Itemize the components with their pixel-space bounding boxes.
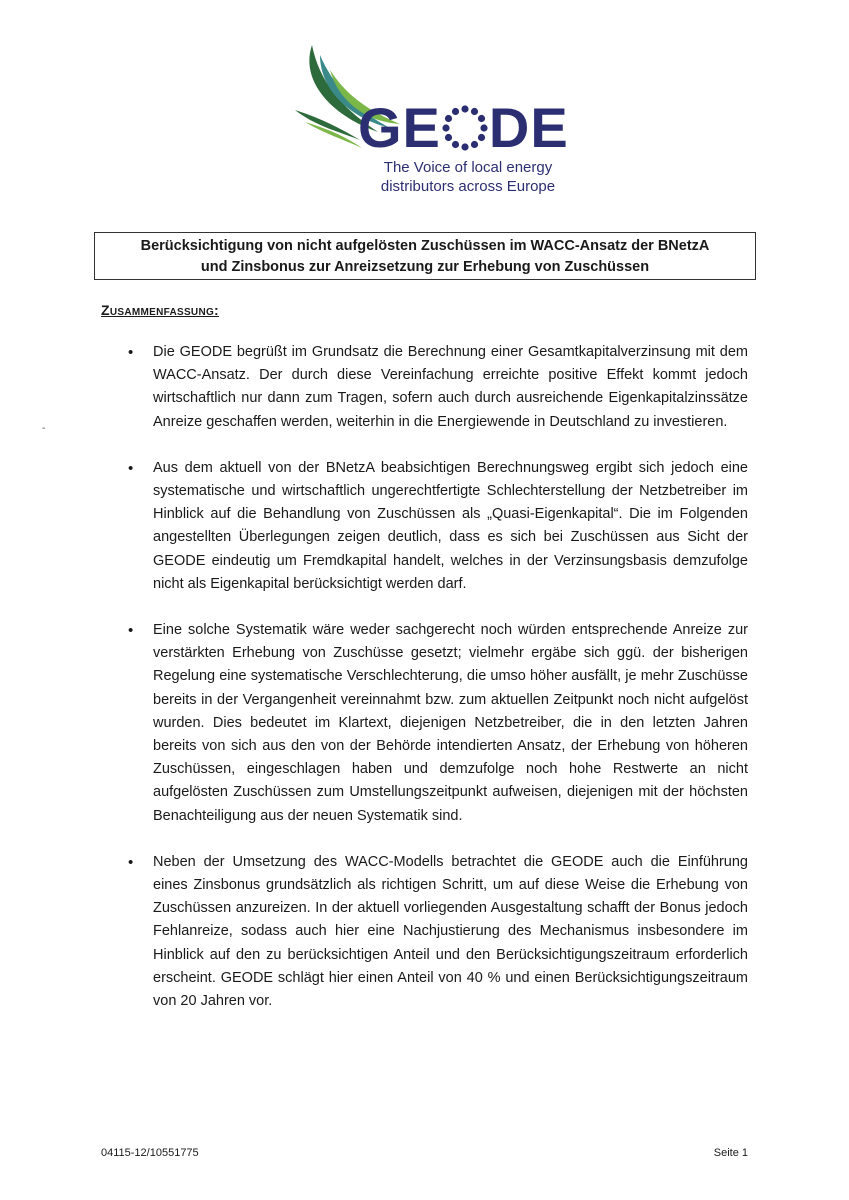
list-item-text: Aus dem aktuell von der BNetzA beabsichtigen Berechnungsweg ergibt sich jedoch eine systematische und wirtschaftlich ungerechtfertigte Schlechterstellung der Netzbetreiber im Hinblick auf die Behandlung von Zuschüssen als „Quasi-Eigenkapital“. Die im Folgenden angestellten Überlegungen zeigen deutlich, dass es sich bei Zuschüssen aus Sicht der GEODE eindeutig um Fremdkapital handelt, welches in der Verzinsungsbasis demzufolge nicht als Eigenkapital berücksichtigt werden darf. bbox=[153, 459, 748, 592]
title-line-2: und Zinsbonus zur Anreizsetzung zur Erhebung von Zuschüssen bbox=[200, 259, 650, 275]
list-item bbox=[128, 851, 748, 1013]
section-heading: Zusammenfassung: bbox=[101, 302, 220, 318]
list-item bbox=[128, 457, 748, 596]
list-item bbox=[128, 619, 748, 828]
list-item-text: Neben der Umsetzung des WACC-Modells betrachtet die GEODE auch die Einführung eines Zinsbonus grundsätzlich als richtigen Schritt, um auf diese Weise die Erhebung von Zuschüssen anzureizen. In der aktuell vorliegenden Ausgestaltung schafft der Bonus jedoch Fehlanreize, sodass auch hier eine Nachjustierung des Mechanismus insbesondere im Hinblick auf den zu berücksichtigen Anteil und den Berücksichtigungszeitraum erforderlich erscheint. GEODE schlägt hier einen Anteil von 40 % und einen Berücksichtigungszeitraum von 20 Jahren vor. bbox=[153, 853, 748, 1010]
document-title bbox=[94, 232, 756, 280]
list-item-text: Eine solche Systematik wäre weder sachgerecht noch würden entsprechende Anreize zur verstärkten Erhebung von Zuschüsse gesetzt; vielmehr ergäbe sich ggü. der bisherigen Regelung eine systematische Verschlechterung, die umso höher ausfällt, je mehr Zuschüsse bereits in der Vergangenheit vereinnahmt bzw. zum aktuellen Zeitpunkt noch nicht aufgelöst wurden. Dies bedeutet im Klartext, diejenigen Netzbetreiber, die in den letzten Jahren bereits von sich aus den von der Behörde intendierten Ansatz, der Erhebung von höheren Zuschüssen, eingeschlagen haben und demzufolge noch hohe Restwerte an nicht aufgelösten Zuschüssen zum Umstellungszeitpunkt aufweisen, diejenigen mit der höchsten Benachteiligung aus der neuen Systematik sind. bbox=[153, 622, 748, 824]
logo-tagline bbox=[368, 158, 568, 196]
tagline-line-1: The Voice of local energy bbox=[383, 159, 553, 176]
title-line-1: Berücksichtigung von nicht aufgelösten Zuschüssen im WACC-Ansatz der BNetzA bbox=[140, 238, 710, 254]
geode-logo bbox=[290, 40, 580, 205]
footer-page-number: Seite 1 bbox=[713, 1147, 748, 1159]
bullet-icon: • bbox=[128, 853, 134, 871]
bullet-icon: • bbox=[128, 459, 134, 477]
star-circle-icon bbox=[442, 105, 488, 151]
margin-mark: - bbox=[42, 423, 46, 434]
list-item bbox=[128, 341, 748, 434]
summary-list bbox=[128, 341, 748, 1036]
footer-doc-id: 04115-12/10551775 bbox=[101, 1147, 199, 1159]
logo-wordmark: GE DE bbox=[358, 96, 569, 159]
bullet-icon: • bbox=[128, 622, 134, 640]
tagline-line-2: distributors across Europe bbox=[380, 178, 556, 195]
bullet-icon: • bbox=[128, 344, 134, 361]
list-item-text: Die GEODE begrüßt im Grundsatz die Berechnung einer Gesamtkapitalverzinsung mit dem WACC-Ansatz. Der durch diese Vereinfachung erreichte positive Effekt kommt jedoch wirtschaftlich nur dann zum Tragen, sofern auch durch ausreichende Eigenkapitalzinssätze Anreize geschaffen werden, weiterhin in die Energiewende in Deutschland zu investieren. bbox=[153, 344, 748, 430]
